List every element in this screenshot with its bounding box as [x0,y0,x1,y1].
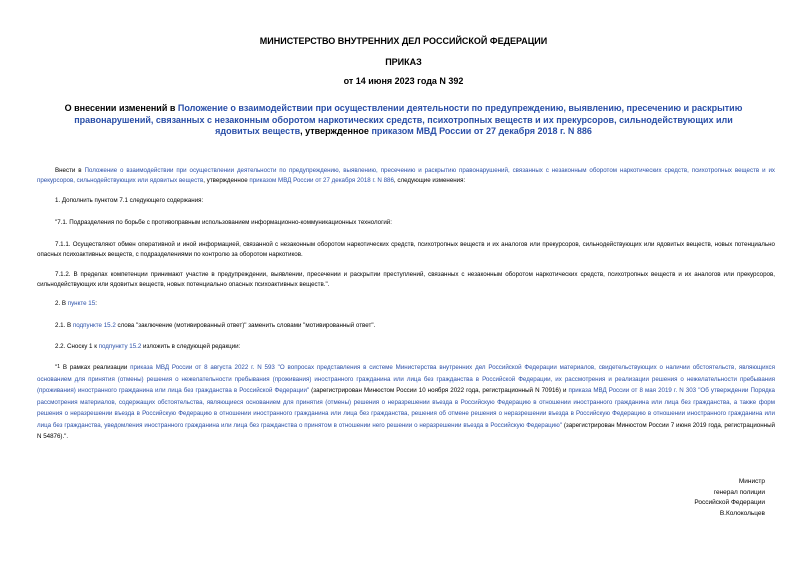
p7-link-subitem-15-2[interactable]: подпункте 15.2 [72,322,116,329]
p7-suffix: слова "заключение (мотивированный ответ)" заменить словами "мотивированный ответ". [115,322,376,329]
paragraph-7-1 [37,218,775,228]
p6-suffix: : [95,300,97,307]
p5-text: 7.1.2. В пределах компетенции принимают участие в предупреждении, выявлении, пресечении и раскрытии преступлений, связанных с незаконным оборотом наркотических средств, психотропных веществ и их аналогов или прекурсоров, сильнодействующих или ядовитых веществ, новых потенциально опасных психоактивных веществ.". [37,271,775,288]
signature-country: Российской Федерации [694,499,765,506]
p2-text: 1. Дополнить пунктом 7.1 следующего содержания: [55,197,204,204]
p7-prefix: 2.1. В [55,322,73,329]
paragraph-item-1 [37,196,775,206]
p9-link-order-303[interactable]: приказа МВД России от 8 мая 2019 г. N 303 "Об утверждении Порядка рассмотрения материалов, содержащих обстоятельства, являющиеся основанием для принятия (отмены) решения о неразрешении въезда в Российскую Федерацию в отношении иностранного гражданина или лица без гражданства, а также форм решения о неразрешении въезда в Российскую Федерацию в отношении иностранного гражданина или лица без гражданства, решения об отмене решения о неразрешении въезда в Российскую Федерацию в отношении иностранного гражданина или лица без гражданства, уведомления иностранного гражданина или лица без гражданства о принятом в отношении него решении о неразрешении въезда в Российскую Федерацию" [37,387,775,429]
signature-rank: генерал полиции [713,488,765,496]
p6-prefix: 2. В [55,300,68,307]
paragraph-7-1-1 [37,240,775,260]
title-link-order[interactable]: приказом МВД России от 27 декабря 2018 г. N 886 [371,126,592,136]
p8-suffix: изложить в следующей редакции: [141,343,241,350]
paragraph-7-1-2 [37,270,775,290]
paragraph-2-1 [37,321,775,331]
p8-link-subitem-15-2[interactable]: подпункту 15.2 [98,343,142,350]
title-link-regulation[interactable]: Положение о взаимодействии при осуществлении деятельности по предупреждению, выявлению, пресечению и раскрытию правонарушений, связанных с незаконным оборотом наркотических средств, психотропных веществ и их прекурсоров, сильнодействующих или ядовитых веществ [74,103,743,136]
document-type: ПРИКАЗ [385,57,422,67]
p9-open-quote: " [55,364,58,371]
document-title [52,103,755,138]
p8-prefix: 2.2. Сноску 1 к [55,343,99,350]
signature-name: В.Колокольцев [719,509,765,517]
signature-position: Министр [738,478,765,485]
p9-part-c: (зарегистрирован Минюстом России 7 июня 2019 года, регистрационный N 54876).". [37,421,775,440]
p1-link-regulation[interactable]: Положение о взаимодействии при осуществлении деятельности по предупреждению, выявлению, пресечению и раскрытию правонарушений, связанных с незаконным оборотом наркотических средств, психотропных веществ и их прекурсоров, сильнодействующих или ядовитых веществ [37,167,775,184]
p9-part-a: В рамках реализации [59,364,131,371]
p1-suffix: , следующие изменения: [393,177,466,184]
footnote-mark: 1 [57,364,60,370]
paragraph-footnote [37,362,775,443]
paragraph-item-2 [37,299,775,309]
p1-prefix: Внести в [55,167,85,174]
p6-link-item-15[interactable]: пункте 15 [67,300,96,307]
title-prefix: О внесении изменений в [64,103,178,113]
title-middle: , утвержденное [300,126,372,136]
p1-link-order[interactable]: приказом МВД России от 27 декабря 2018 г. N 886 [249,177,394,184]
p9-part-b: (зарегистрирован Минюстом России 10 ноября 2022 года, регистрационный N 70916) и [309,387,569,394]
p4-text: 7.1.1. Осуществляют обмен оперативной и иной информацией, связанной с незаконным оборотом наркотических средств, психотропных веществ и их аналогов или прекурсоров, сильнодействующих или ядовитых веществ, новых потенциально опасных психоактивных веществ, с подразделениями по контролю за оборотом наркотиков. [37,241,775,258]
document-date-number: от 14 июня 2023 года N 392 [343,76,464,86]
signature-block [565,477,765,519]
p9-link-order-593[interactable]: приказа МВД России от 8 августа 2022 г. N 593 "О вопросах представления в системе Министерства внутренних дел Российской Федерации материалов, свидетельствующих о наличии обстоятельств, являющихся основанием для принятия (отмены) решения о нежелательности пребывания (проживания) иностранного гражданина или лица без гражданства в Российской Федерации, их рассмотрения и реализации решения о нежелательности пребывания (проживания) иностранного гражданина или лица без гражданства в Российской Федерации" [37,364,775,394]
p1-middle: , утвержденное [203,177,250,184]
paragraph-intro [37,166,775,186]
paragraph-2-2 [37,342,775,352]
ministry-heading: МИНИСТЕРСТВО ВНУТРЕННИХ ДЕЛ РОССИЙСКОЙ ФЕДЕРАЦИИ [259,36,548,46]
p3-text: "7.1. Подразделения по борьбе с противоправным использованием информационно-коммуникационных технологий: [55,219,392,226]
